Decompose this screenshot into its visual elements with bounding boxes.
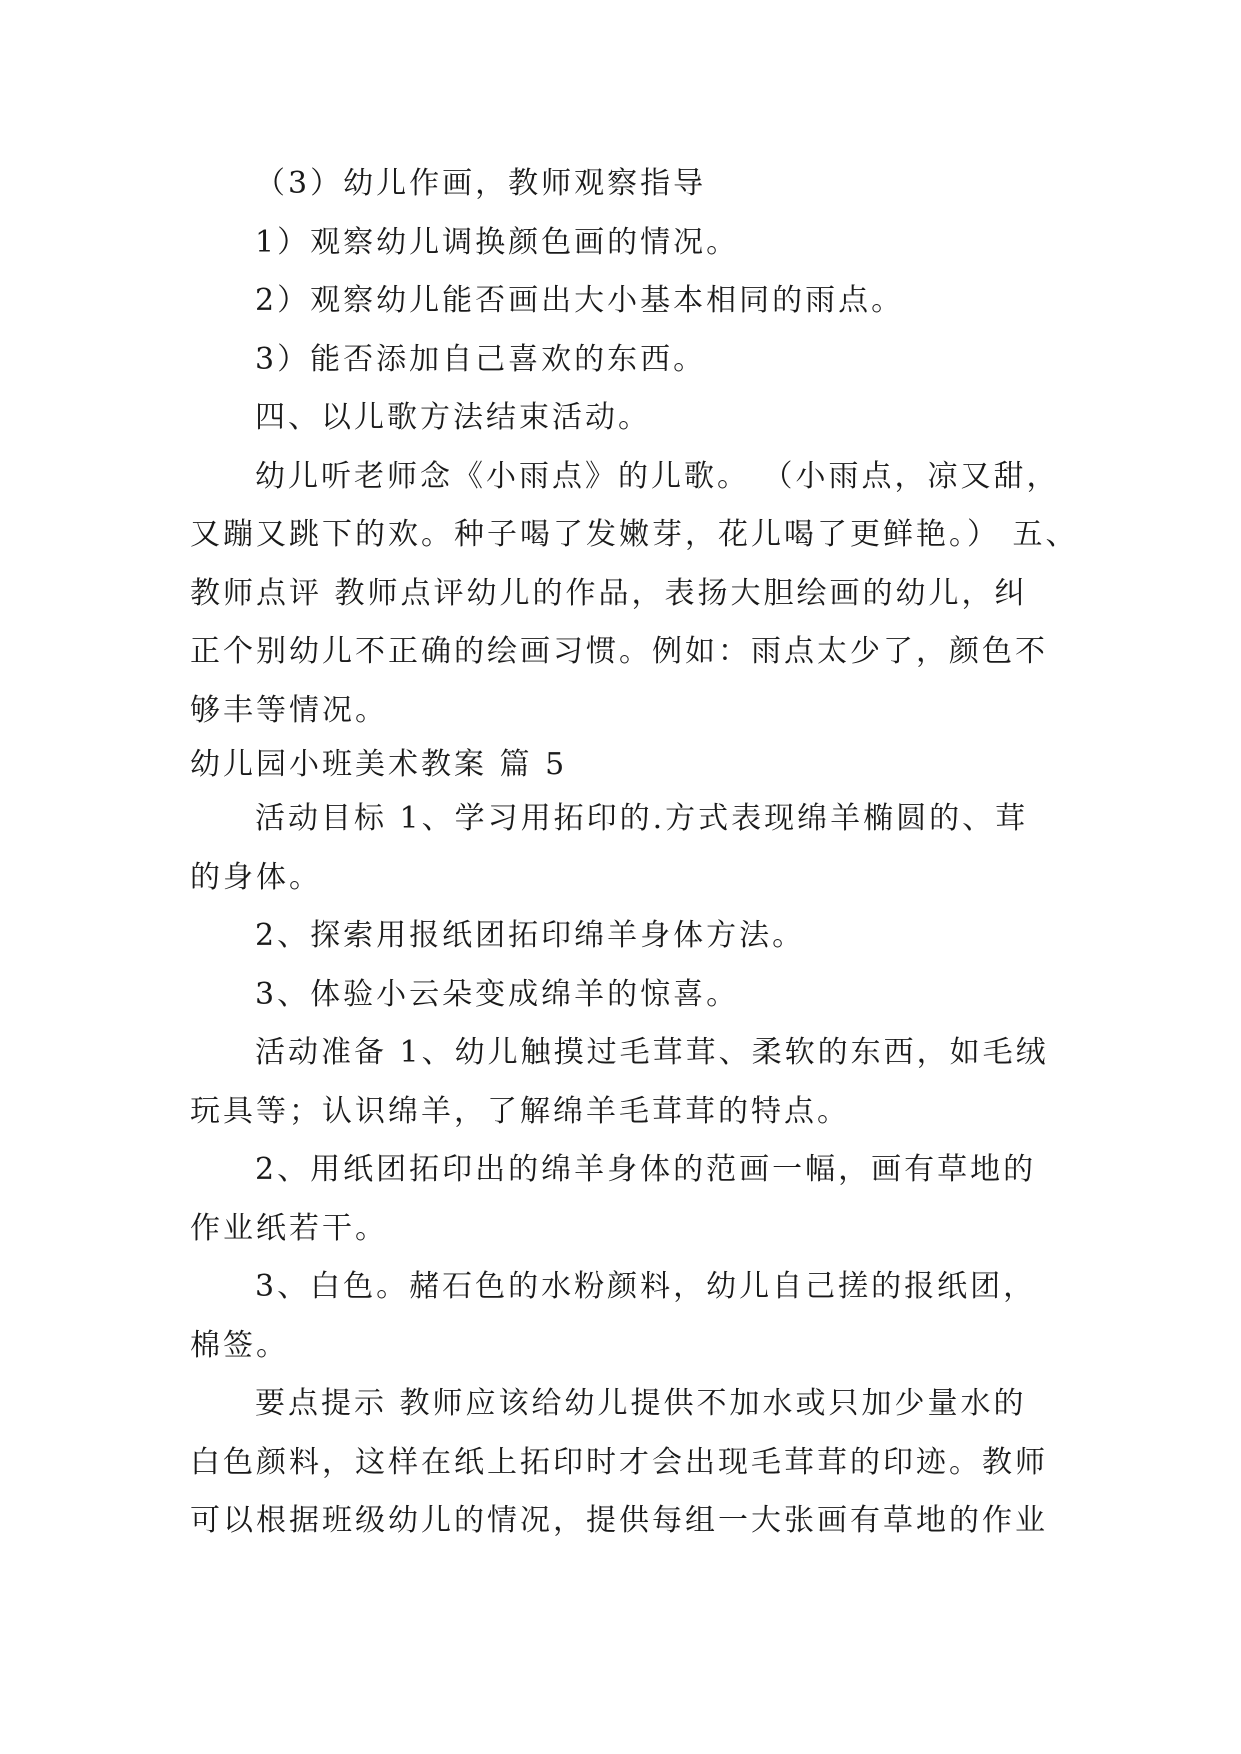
text-line: 3、体验小云朵变成绵羊的惊喜。 — [255, 976, 740, 1012]
text-line: 活动准备 1、幼儿触摸过毛茸茸、柔软的东西，如毛绒 — [255, 1035, 1049, 1070]
text-line: 四、以儿歌方法结束活动。 — [255, 400, 651, 435]
text-line: 白色颜料，这样在纸上拓印时才会出现毛茸茸的印迹。教师 — [190, 1444, 1048, 1480]
text-line: 的身体。 — [190, 859, 322, 895]
text-line: 作业纸若干。 — [190, 1210, 388, 1246]
text-line: 活动目标 1、学习用拓印的.方式表现绵羊椭圆的、茸 — [255, 801, 1029, 836]
text-line: 又蹦又跳下的欢。种子喝了发嫩芽，花儿喝了更鲜艳。） 五、 — [190, 517, 1079, 552]
text-line: 正个别幼儿不正确的绘画习惯。例如：雨点太少了，颜色不 — [190, 634, 1048, 669]
text-line: 3）能否添加自己喜欢的东西。 — [255, 341, 707, 377]
document-body — [190, 155, 1079, 1551]
text-line: 2）观察幼儿能否画出大小基本相同的雨点。 — [255, 283, 905, 318]
text-line: 要点提示 教师应该给幼儿提供不加水或只加少量水的 — [255, 1386, 1027, 1421]
text-line: 够丰等情况。 — [190, 692, 388, 728]
section-heading: 幼儿园小班美术教案 篇 5 — [190, 747, 568, 782]
text-line: 可以根据班级幼儿的情况，提供每组一大张画有草地的作业 — [190, 1503, 1048, 1538]
text-line: 棉签。 — [190, 1327, 289, 1363]
text-line: 教师点评 教师点评幼儿的作品，表扬大胆绘画的幼儿，纠 — [190, 575, 1028, 611]
text-line: 幼儿听老师念《小雨点》的儿歌。 （小雨点，凉又甜， — [255, 458, 1060, 494]
text-line: 2、用纸团拓印出的绵羊身体的范画一幅，画有草地的 — [255, 1152, 1037, 1187]
text-line: 3、白色。赭石色的水粉颜料，幼儿自己搓的报纸团， — [255, 1269, 1037, 1304]
text-line: 1）观察幼儿调换颜色画的情况。 — [255, 224, 740, 260]
text-line: 2、探索用报纸团拓印绵羊身体方法。 — [255, 918, 806, 953]
text-line: （3）幼儿作画，教师观察指导 — [255, 166, 707, 201]
text-line: 玩具等；认识绵羊，了解绵羊毛茸茸的特点。 — [190, 1093, 850, 1129]
